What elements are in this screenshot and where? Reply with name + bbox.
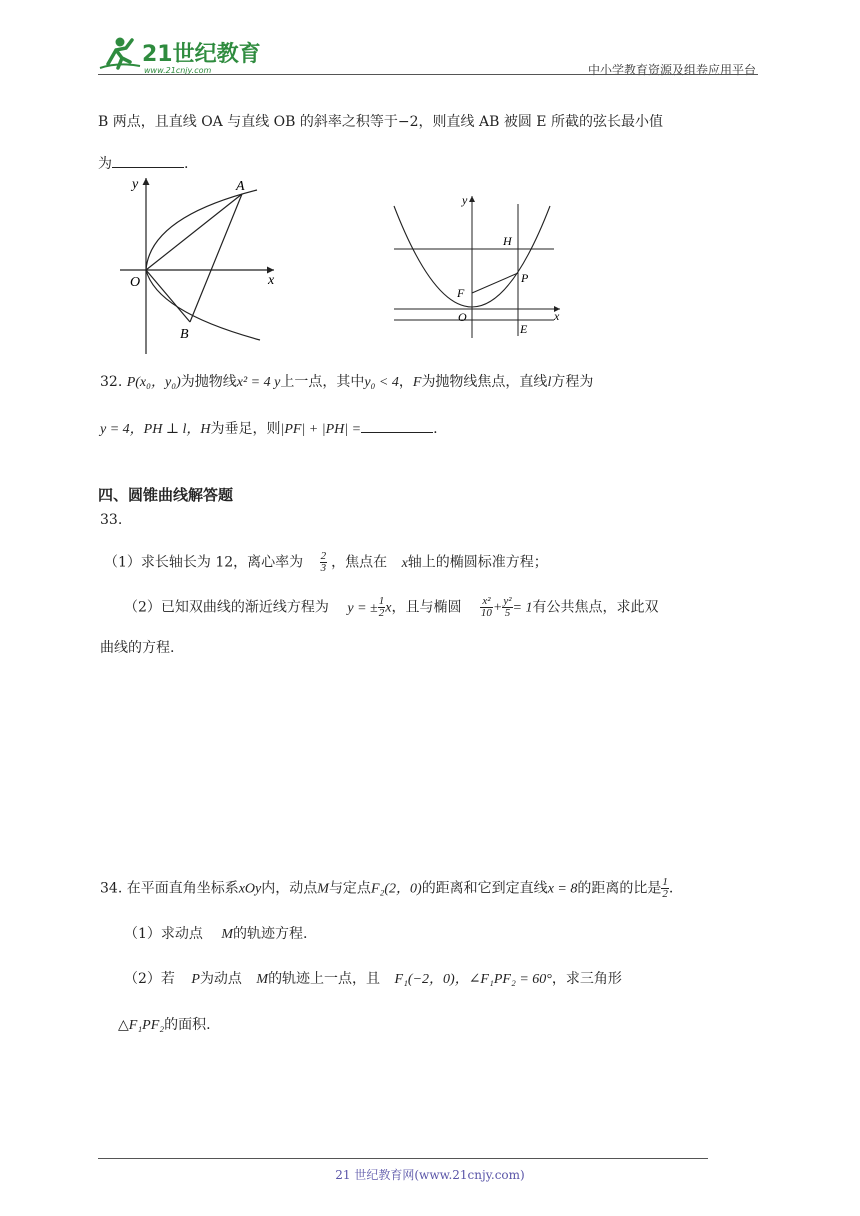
q33-part1-prefix: （1）求长轴长为 12，离心率为	[104, 554, 304, 571]
q33-asymptote-post: x	[385, 600, 392, 616]
fraction-denominator: 2	[378, 607, 385, 619]
q34-part1-m: M	[221, 927, 234, 942]
fraction-numerator: x²	[480, 596, 493, 608]
q34-part1-prefix: （1）求动点	[124, 926, 203, 942]
q34-part2-mid1: 为动点	[199, 971, 242, 987]
fig2-label-o: O	[458, 310, 467, 324]
q32-text5: 方程为	[551, 374, 594, 390]
q34-text5: 的距离的比是	[577, 880, 662, 897]
q33-part2	[124, 596, 659, 619]
logo-text: 21世纪教育	[142, 42, 260, 67]
q31-answer-blank	[112, 153, 184, 168]
q34-part2-p: P	[191, 972, 200, 987]
q32-line2-equation: y = 4，PH ⊥ l，H	[100, 422, 211, 437]
figure-ellipse-chord	[112, 172, 284, 358]
fraction-denominator: 3	[320, 562, 327, 574]
q31-prefix: 为	[98, 156, 112, 172]
q31-text-line2	[98, 153, 188, 173]
q33-ellipse-term1	[480, 596, 493, 619]
q33-ellipse-term2	[502, 596, 512, 619]
q34-triangle: △F₁PF₂	[118, 1018, 165, 1033]
q34-line1	[100, 877, 673, 900]
q32-text1: 为抛物线	[180, 374, 237, 390]
fig1-label-b: B	[180, 327, 189, 342]
q32-focus-f: F	[412, 375, 422, 390]
q34-part2-line2-suffix: 的面积.	[164, 1017, 211, 1033]
fraction-denominator: 2	[662, 888, 668, 900]
segment-ab	[190, 194, 242, 322]
segment-oa	[146, 194, 242, 270]
q31-text-line1: B 两点，且直线 OA 与直线 OB 的斜率之积等于−2，则直线 AB 被圆 E 所截的弦长最小值	[98, 114, 663, 130]
fraction-numerator: 1	[662, 876, 668, 888]
q33-part1-mid: ，焦点在	[331, 554, 388, 571]
parabola-lower-branch	[146, 270, 260, 340]
header-divider	[98, 74, 758, 75]
parabola-upper-branch	[146, 190, 257, 270]
q34-text3: 与定点	[328, 880, 371, 897]
q33-part1-x: x	[401, 555, 408, 571]
q32-text3: ，	[398, 374, 413, 390]
q32-text2: 上一点，其中	[280, 374, 365, 390]
q31-suffix: .	[184, 156, 189, 172]
q33-part2-mid: ，且与椭圆	[391, 599, 462, 616]
q34-xoy: xOy	[238, 881, 262, 897]
logo-url: www.21cnjy.com	[144, 66, 212, 75]
fig2-label-y: y	[462, 193, 468, 207]
fraction-numerator: 1	[378, 595, 385, 607]
q32-answer-blank	[361, 418, 433, 433]
fig2-label-e: E	[520, 322, 528, 336]
q33-number: 33.	[100, 512, 123, 528]
fig1-label-a: A	[236, 179, 245, 194]
q34-number: 34.	[100, 880, 123, 897]
figure-parabola-focus	[388, 190, 566, 340]
footer-site-link[interactable]: 21 世纪教育网(www.21cnjy.com)	[335, 1168, 525, 1182]
q32-equation: x² = 4 y	[236, 375, 281, 390]
q33-ellipse-plus: +	[492, 600, 503, 616]
fig1-label-o: O	[130, 275, 141, 290]
q34-text2: 内，动点	[261, 880, 318, 897]
segment-pf	[472, 273, 518, 293]
q34-part1-suffix: 的轨迹方程.	[233, 926, 308, 942]
fraction-numerator: y²	[503, 595, 512, 607]
q34-f2: F₂(2，0)	[370, 881, 422, 897]
header-platform-text: 中小学教育资源及组卷应用平台	[587, 63, 756, 77]
q32-line2-text: 为垂足，则	[210, 421, 281, 437]
q32-line2	[100, 418, 438, 438]
q34-line-equation: x = 8	[547, 881, 578, 897]
section-title: 四、圆锥曲线解答题	[98, 486, 234, 504]
q34-part2-line2	[118, 1014, 211, 1034]
fraction-denominator: 10	[480, 607, 492, 619]
q32-end: .	[433, 421, 438, 437]
fraction-numerator: 2	[320, 550, 327, 562]
site-logo	[98, 34, 260, 76]
q34-part2-prefix: （2）若	[124, 971, 175, 987]
footer-divider	[98, 1158, 708, 1159]
q34-part1	[124, 923, 308, 943]
fig2-label-p: P	[521, 271, 529, 285]
q34-text4: 的距离和它到定直线	[421, 880, 548, 897]
fraction-denominator: 5	[504, 607, 511, 619]
runner-logo-icon	[100, 38, 140, 69]
q33-part2-prefix: （2）已知双曲线的渐近线方程为	[124, 599, 329, 616]
q34-part2-mid2: 的轨迹上一点，且	[268, 971, 381, 987]
q34-m: M	[317, 881, 329, 897]
q32-condition: y₀ < 4	[364, 375, 399, 390]
q34-part2-m: M	[256, 972, 269, 987]
q32-line1	[100, 371, 593, 391]
q33-part1-suffix: 轴上的椭圆标准方程；	[407, 554, 548, 571]
q34-text1: 在平面直角坐标系	[126, 880, 239, 897]
q32-expression: |PF| + |PH| =	[280, 422, 362, 437]
fig1-label-x: x	[268, 273, 275, 288]
q34-part2	[124, 968, 622, 988]
fig2-label-x: x	[554, 309, 560, 323]
q33-eccentricity-fraction	[320, 551, 328, 574]
q34-part2-condition: F₁(−2，0)，∠F₁PF₂ = 60°	[394, 972, 552, 987]
q33-part2-suffix: 有公共焦点，求此双	[532, 599, 659, 616]
q32-number: 32.	[100, 374, 123, 390]
q33-ellipse-tail: = 1	[512, 600, 533, 616]
fig2-label-h: H	[503, 234, 512, 248]
q32-line-l: l	[547, 375, 552, 390]
q32-point: P(x₀，y₀)	[126, 375, 181, 390]
q33-part1	[104, 551, 548, 574]
q34-part2-suffix: ，求三角形	[551, 971, 622, 987]
q33-asymptote-pre: y = ±	[347, 600, 378, 616]
segment-ob	[146, 270, 190, 322]
fig1-label-y: y	[132, 177, 139, 192]
fig2-label-f: F	[457, 286, 465, 300]
q34-end: .	[668, 880, 674, 897]
q32-text4: 为抛物线焦点，直线	[421, 374, 548, 390]
q33-part2-line2: 曲线的方程.	[100, 640, 175, 656]
q34-ratio-fraction	[661, 877, 669, 900]
